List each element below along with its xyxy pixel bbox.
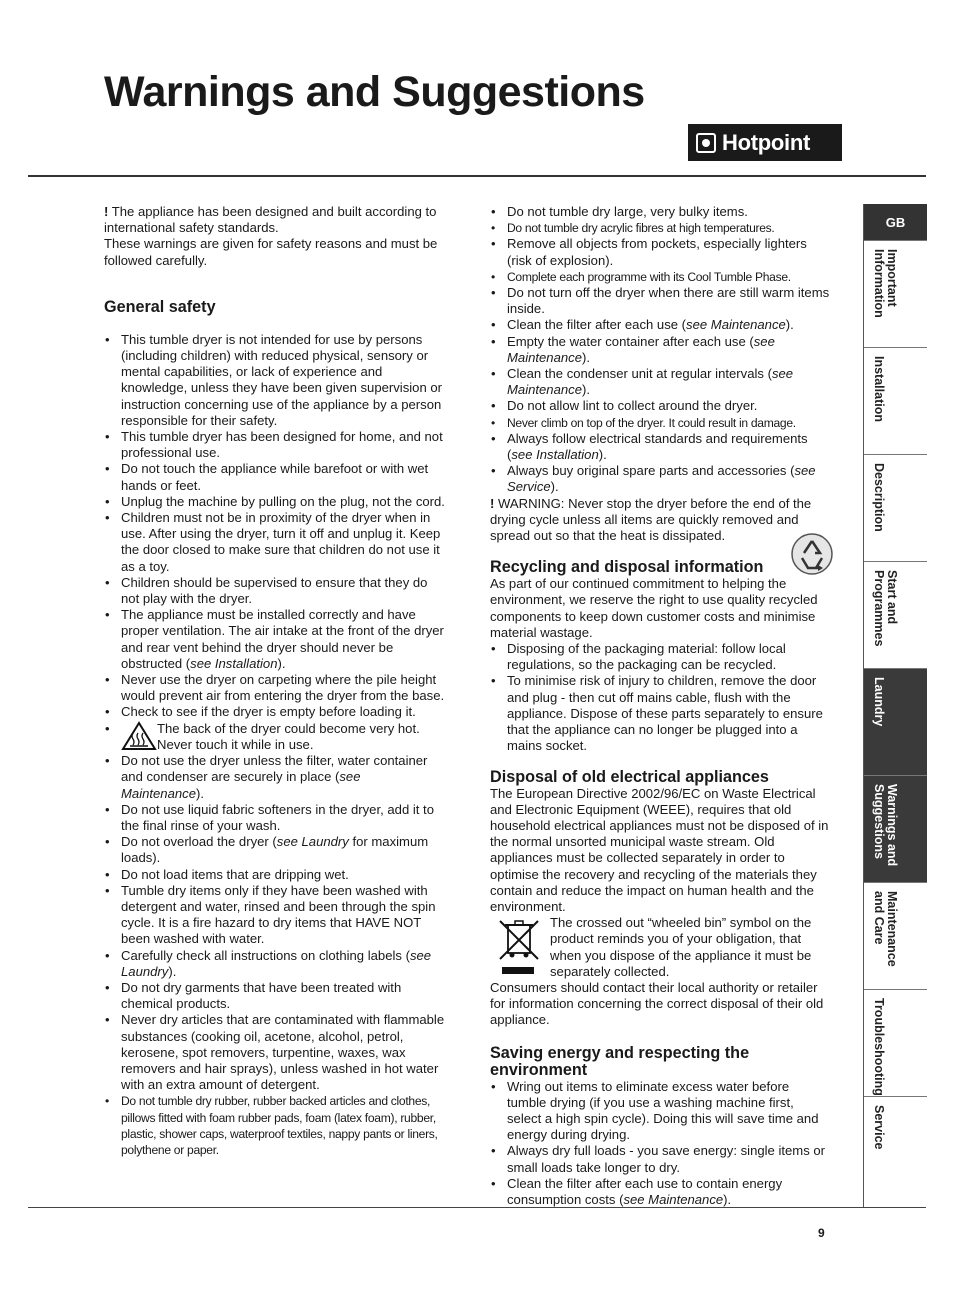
hotpoint-logo-icon bbox=[696, 133, 716, 153]
weee-notice bbox=[490, 915, 830, 980]
tab-gb[interactable]: GB bbox=[864, 204, 927, 241]
recycle-icon bbox=[790, 532, 834, 576]
list-item: • Check to see if the dryer is empty before loading it. bbox=[104, 704, 446, 720]
list-item: • Never dry articles that are contaminated with flammable substances (cooking oil, acetone, alcohol, petrol, kerosene, spot removers, turpentine, waxes, wax removers and hair sprays), unless washed in hot water with an extra amount of detergent. bbox=[104, 1012, 446, 1093]
intro-text: ! The appliance has been designed and built according to international safety standards. bbox=[104, 204, 437, 236]
hotpoint-logo bbox=[688, 124, 842, 161]
energy-list bbox=[490, 1079, 830, 1209]
tab-description[interactable]: Description bbox=[864, 455, 927, 562]
list-item: • Do not use liquid fabric softeners in the dryer, add it to the final rinse of your wash. bbox=[104, 802, 446, 834]
list-item: • Clean the filter after each use (see Maintenance). bbox=[490, 317, 830, 333]
tab-important-information[interactable]: Important Information bbox=[864, 241, 927, 348]
list-item: • Do not load items that are dripping wet. bbox=[104, 867, 446, 883]
list-item: • This tumble dryer is not intended for use by persons (including children) with reduced physical, sensory or mental capabilities, or lack of experience and knowledge, unless they have been given supervision or instruction concerning use of the appliance by a person responsible for their safety. bbox=[104, 332, 446, 429]
list-item: • This tumble dryer has been designed for home, and not professional use. bbox=[104, 429, 446, 461]
tab-start-and-programmes[interactable]: Start and Programmes bbox=[864, 562, 927, 669]
weee-text: The crossed out “wheeled bin” symbol on the product reminds you of your obligation, that when you dispose of the appliance it must be separately collected. bbox=[550, 915, 812, 979]
list-item: • Complete each programme with its Cool Tumble Phase. bbox=[490, 269, 830, 285]
list-item: • Do not touch the appliance while barefoot or with wet hands or feet. bbox=[104, 461, 446, 493]
list-item: • Always follow electrical standards and requirements (see Installation). bbox=[490, 431, 830, 463]
list-item: • Do not dry garments that have been treated with chemical products. bbox=[104, 980, 446, 1012]
list-item: • Do not overload the dryer (see Laundry for maximum loads). bbox=[104, 834, 446, 866]
tab-laundry[interactable]: Laundry bbox=[864, 669, 927, 776]
list-item: • The back of the dryer could become very hot. Never touch it while in use. bbox=[104, 721, 446, 753]
list-item: • Do not turn off the dryer when there are still warm items inside. bbox=[490, 285, 830, 317]
recycling-list bbox=[490, 641, 830, 754]
safety-list-continued bbox=[490, 204, 830, 496]
tab-maintenance-and-care[interactable]: Maintenance and Care bbox=[864, 883, 927, 990]
list-item: • Wring out items to eliminate excess water before tumble drying (if you use a washing machine first, select a high spin cycle). Doing this will save time and energy during drying. bbox=[490, 1079, 830, 1144]
page-title: Warnings and Suggestions bbox=[104, 68, 645, 116]
general-safety-heading: General safety bbox=[104, 297, 216, 316]
list-item: • Do not use the dryer unless the filter, water container and condenser are securely in place (see Maintenance). bbox=[104, 753, 446, 802]
list-item: • Clean the condenser unit at regular intervals (see Maintenance). bbox=[490, 366, 830, 398]
list-item: • Carefully check all instructions on clothing labels (see Laundry). bbox=[104, 948, 446, 980]
list-item: • Children should be supervised to ensure that they do not play with the dryer. bbox=[104, 575, 446, 607]
hot-surface-warning-icon bbox=[121, 721, 157, 751]
recycling-header bbox=[490, 558, 830, 576]
header-divider bbox=[28, 175, 926, 177]
intro-text-2: These warnings are given for safety reasons and must be followed carefully. bbox=[104, 236, 438, 268]
list-item: • Never climb on top of the dryer. It could result in damage. bbox=[490, 415, 830, 431]
list-item: • Remove all objects from pockets, especially lighters (risk of explosion). bbox=[490, 236, 830, 268]
tab-troubleshooting[interactable]: Troubleshooting bbox=[864, 990, 927, 1097]
recycling-heading: Recycling and disposal information bbox=[490, 557, 764, 576]
tab-service[interactable]: Service bbox=[872, 1105, 886, 1150]
list-item: • Do not allow lint to collect around the dryer. bbox=[490, 398, 830, 414]
disposal-intro: The European Directive 2002/96/EC on Waste Electrical and Electronic Equipment (WEEE), requires that old household electrical appliances must not be disposed of in the normal unsorted municipal waste stream. Old appliances must be collected separately in order to optimise the recovery and recycling of the materials they contain and reduce the impact on human health and the environment. bbox=[490, 785, 829, 914]
list-item: • Tumble dry items only if they have been washed with detergent and water, rinsed and been through the spin cycle. It is a fire hazard to dry items that HAVE NOT been washed with water. bbox=[104, 883, 446, 948]
energy-heading: Saving energy and respecting the environment bbox=[490, 1043, 750, 1079]
footer-divider bbox=[28, 1207, 926, 1208]
recycling-intro: As part of our continued commitment to helping the environment, we reserve the right to use quality recycled components to keep down customer costs and minimise material wastage. bbox=[490, 576, 818, 640]
warning-text: ! WARNING: Never stop the dryer before the end of the drying cycle unless all items are quickly removed and spread out so that the heat is dissipated. bbox=[490, 495, 812, 544]
crossed-wheeled-bin-icon bbox=[490, 915, 550, 979]
brand-name: Hotpoint bbox=[722, 129, 811, 155]
list-item: • To minimise risk of injury to children, remove the door and plug - then cut off mains cable, flush with the appliance. Dispose of these parts separately to ensure that the appliance can no longer be plugged into a mains socket. bbox=[490, 673, 830, 754]
list-item: • Unplug the machine by pulling on the plug, not the cord. bbox=[104, 494, 446, 510]
list-item: • Never use the dryer on carpeting where the pile height would prevent air from entering the dryer from the base. bbox=[104, 672, 446, 704]
section-tabs bbox=[863, 204, 928, 1208]
general-safety-list bbox=[104, 332, 446, 1158]
disposal-heading: Disposal of old electrical appliances bbox=[490, 767, 769, 786]
list-item: • Do not tumble dry rubber, rubber backed articles and clothes, pillows fitted with foam rubber pads, foam (latex foam), rubber, plastic, shower caps, waterproof textiles, nappy pants or liners, polythene or paper. bbox=[104, 1093, 446, 1158]
list-item: • Disposing of the packaging material: follow local regulations, so the packaging can be recycled. bbox=[490, 641, 830, 673]
list-item: • Clean the filter after each use to contain energy consumption costs (see Maintenance). bbox=[490, 1176, 830, 1208]
list-item: • Empty the water container after each use (see Maintenance). bbox=[490, 334, 830, 366]
list-item: • Children must not be in proximity of the dryer when in use. After using the dryer, turn it off and unplug it. Keep the door closed to make sure that children do not use it as a toy. bbox=[104, 510, 446, 575]
list-item: • Always buy original spare parts and accessories (see Service). bbox=[490, 463, 830, 495]
page-number: 9 bbox=[818, 1226, 825, 1240]
right-column bbox=[490, 204, 830, 1208]
tab-warnings-and-suggestions[interactable]: Warnings and Suggestions bbox=[864, 776, 927, 883]
list-item: • Do not tumble dry acrylic fibres at high temperatures. bbox=[490, 220, 830, 236]
consumers-text: Consumers should contact their local authority or retailer for information concerning the correct disposal of their old appliance. bbox=[490, 979, 824, 1028]
list-item: • Do not tumble dry large, very bulky items. bbox=[490, 204, 830, 220]
list-item: • Always dry full loads - you save energy: single items or small loads take longer to dry. bbox=[490, 1143, 830, 1175]
list-item: • The appliance must be installed correctly and have proper ventilation. The air intake at the front of the dryer and rear vent behind the dryer should never be obstructed (see Installation). bbox=[104, 607, 446, 672]
left-column bbox=[104, 204, 446, 1158]
tab-installation[interactable]: Installation bbox=[864, 348, 927, 455]
